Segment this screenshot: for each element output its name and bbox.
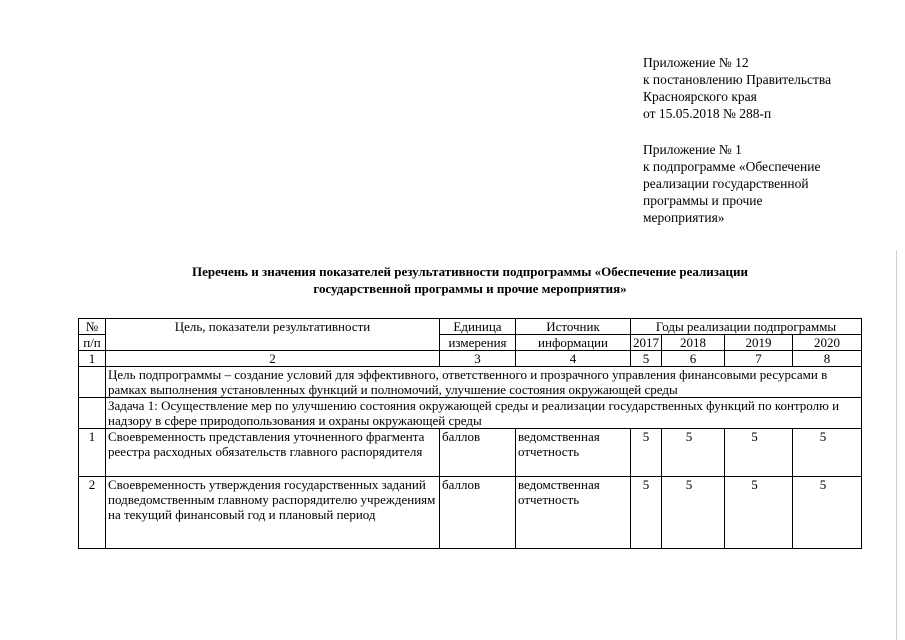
- value-2020: 5: [793, 429, 862, 477]
- column-number: 8: [793, 351, 862, 367]
- column-number: 7: [725, 351, 793, 367]
- col-source-header: Источник: [516, 319, 631, 335]
- header-line: программы и прочие: [643, 193, 763, 208]
- header-line: мероприятия»: [643, 210, 725, 225]
- year-header: 2018: [662, 335, 725, 351]
- goal-text: Цель подпрограммы – создание условий для эффективного, ответственного и прозрачного управления финансовыми ресурсами в рамках выполнения установленных функций и полномочий, улучшение состояния окружающей среды: [106, 367, 862, 398]
- year-header: 2019: [725, 335, 793, 351]
- col-goal-header: Цель, показатели результативности: [106, 319, 440, 351]
- decree-date: от 15.05.2018 № 288-п: [643, 106, 772, 121]
- row-number: 2: [79, 477, 106, 549]
- value-2018: 5: [662, 477, 725, 549]
- header-line: к подпрограмме «Обеспечение: [643, 159, 821, 174]
- column-number: 6: [662, 351, 725, 367]
- indicator-unit: баллов: [440, 429, 516, 477]
- column-number: 3: [440, 351, 516, 367]
- row-number: 1: [79, 429, 106, 477]
- header-line: реализации государственной: [643, 176, 809, 191]
- col-unit-header: Единица: [440, 319, 516, 335]
- value-2017: 5: [631, 477, 662, 549]
- indicator-unit: баллов: [440, 477, 516, 549]
- indicator-name: Своевременность утверждения государственных заданий подведомственным главному распорядителю учреждениям на текущий финансовый год и плановый период: [106, 477, 440, 549]
- header-line: к постановлению Правительства: [643, 72, 832, 87]
- column-number: 1: [79, 351, 106, 367]
- value-2018: 5: [662, 429, 725, 477]
- goal-row: [79, 367, 862, 398]
- year-header: 2017: [631, 335, 662, 351]
- task-row: [79, 398, 862, 429]
- value-2019: 5: [725, 477, 793, 549]
- task-text: Задача 1: Осуществление мер по улучшению состояния окружающей среды и реализации государственных функций по контролю и надзору в сфере природопользования и охраны окружающей среды: [106, 398, 862, 429]
- col-num-header-sub: п/п: [79, 335, 106, 351]
- col-num-header: №: [79, 319, 106, 335]
- approval-header: [643, 54, 888, 226]
- header-line: Красноярского края: [643, 89, 757, 104]
- column-number: 5: [631, 351, 662, 367]
- value-2017: 5: [631, 429, 662, 477]
- appendix-1-label: Приложение № 1: [643, 142, 742, 157]
- value-2019: 5: [725, 429, 793, 477]
- col-unit-header-sub: измерения: [440, 335, 516, 351]
- indicator-source: ведомственная отчетность: [516, 429, 631, 477]
- years-group-header: Годы реализации подпрограммы: [631, 319, 862, 335]
- column-number: 2: [106, 351, 440, 367]
- indicators-table: [78, 318, 862, 549]
- table-row: [79, 477, 862, 549]
- indicator-name: Своевременность представления уточненного фрагмента реестра расходных обязательств главного распорядителя: [106, 429, 440, 477]
- page-edge-line: [896, 250, 897, 640]
- value-2020: 5: [793, 477, 862, 549]
- title-line: Перечень и значения показателей результативности подпрограммы «Обеспечение реализации: [192, 264, 748, 279]
- indicator-source: ведомственная отчетность: [516, 477, 631, 549]
- year-header: 2020: [793, 335, 862, 351]
- col-source-header-sub: информации: [516, 335, 631, 351]
- title-line: государственной программы и прочие мероприятия»: [313, 281, 627, 296]
- table-row: [79, 429, 862, 477]
- document-title: [110, 263, 830, 297]
- column-number: 4: [516, 351, 631, 367]
- appendix-12-label: Приложение № 12: [643, 55, 749, 70]
